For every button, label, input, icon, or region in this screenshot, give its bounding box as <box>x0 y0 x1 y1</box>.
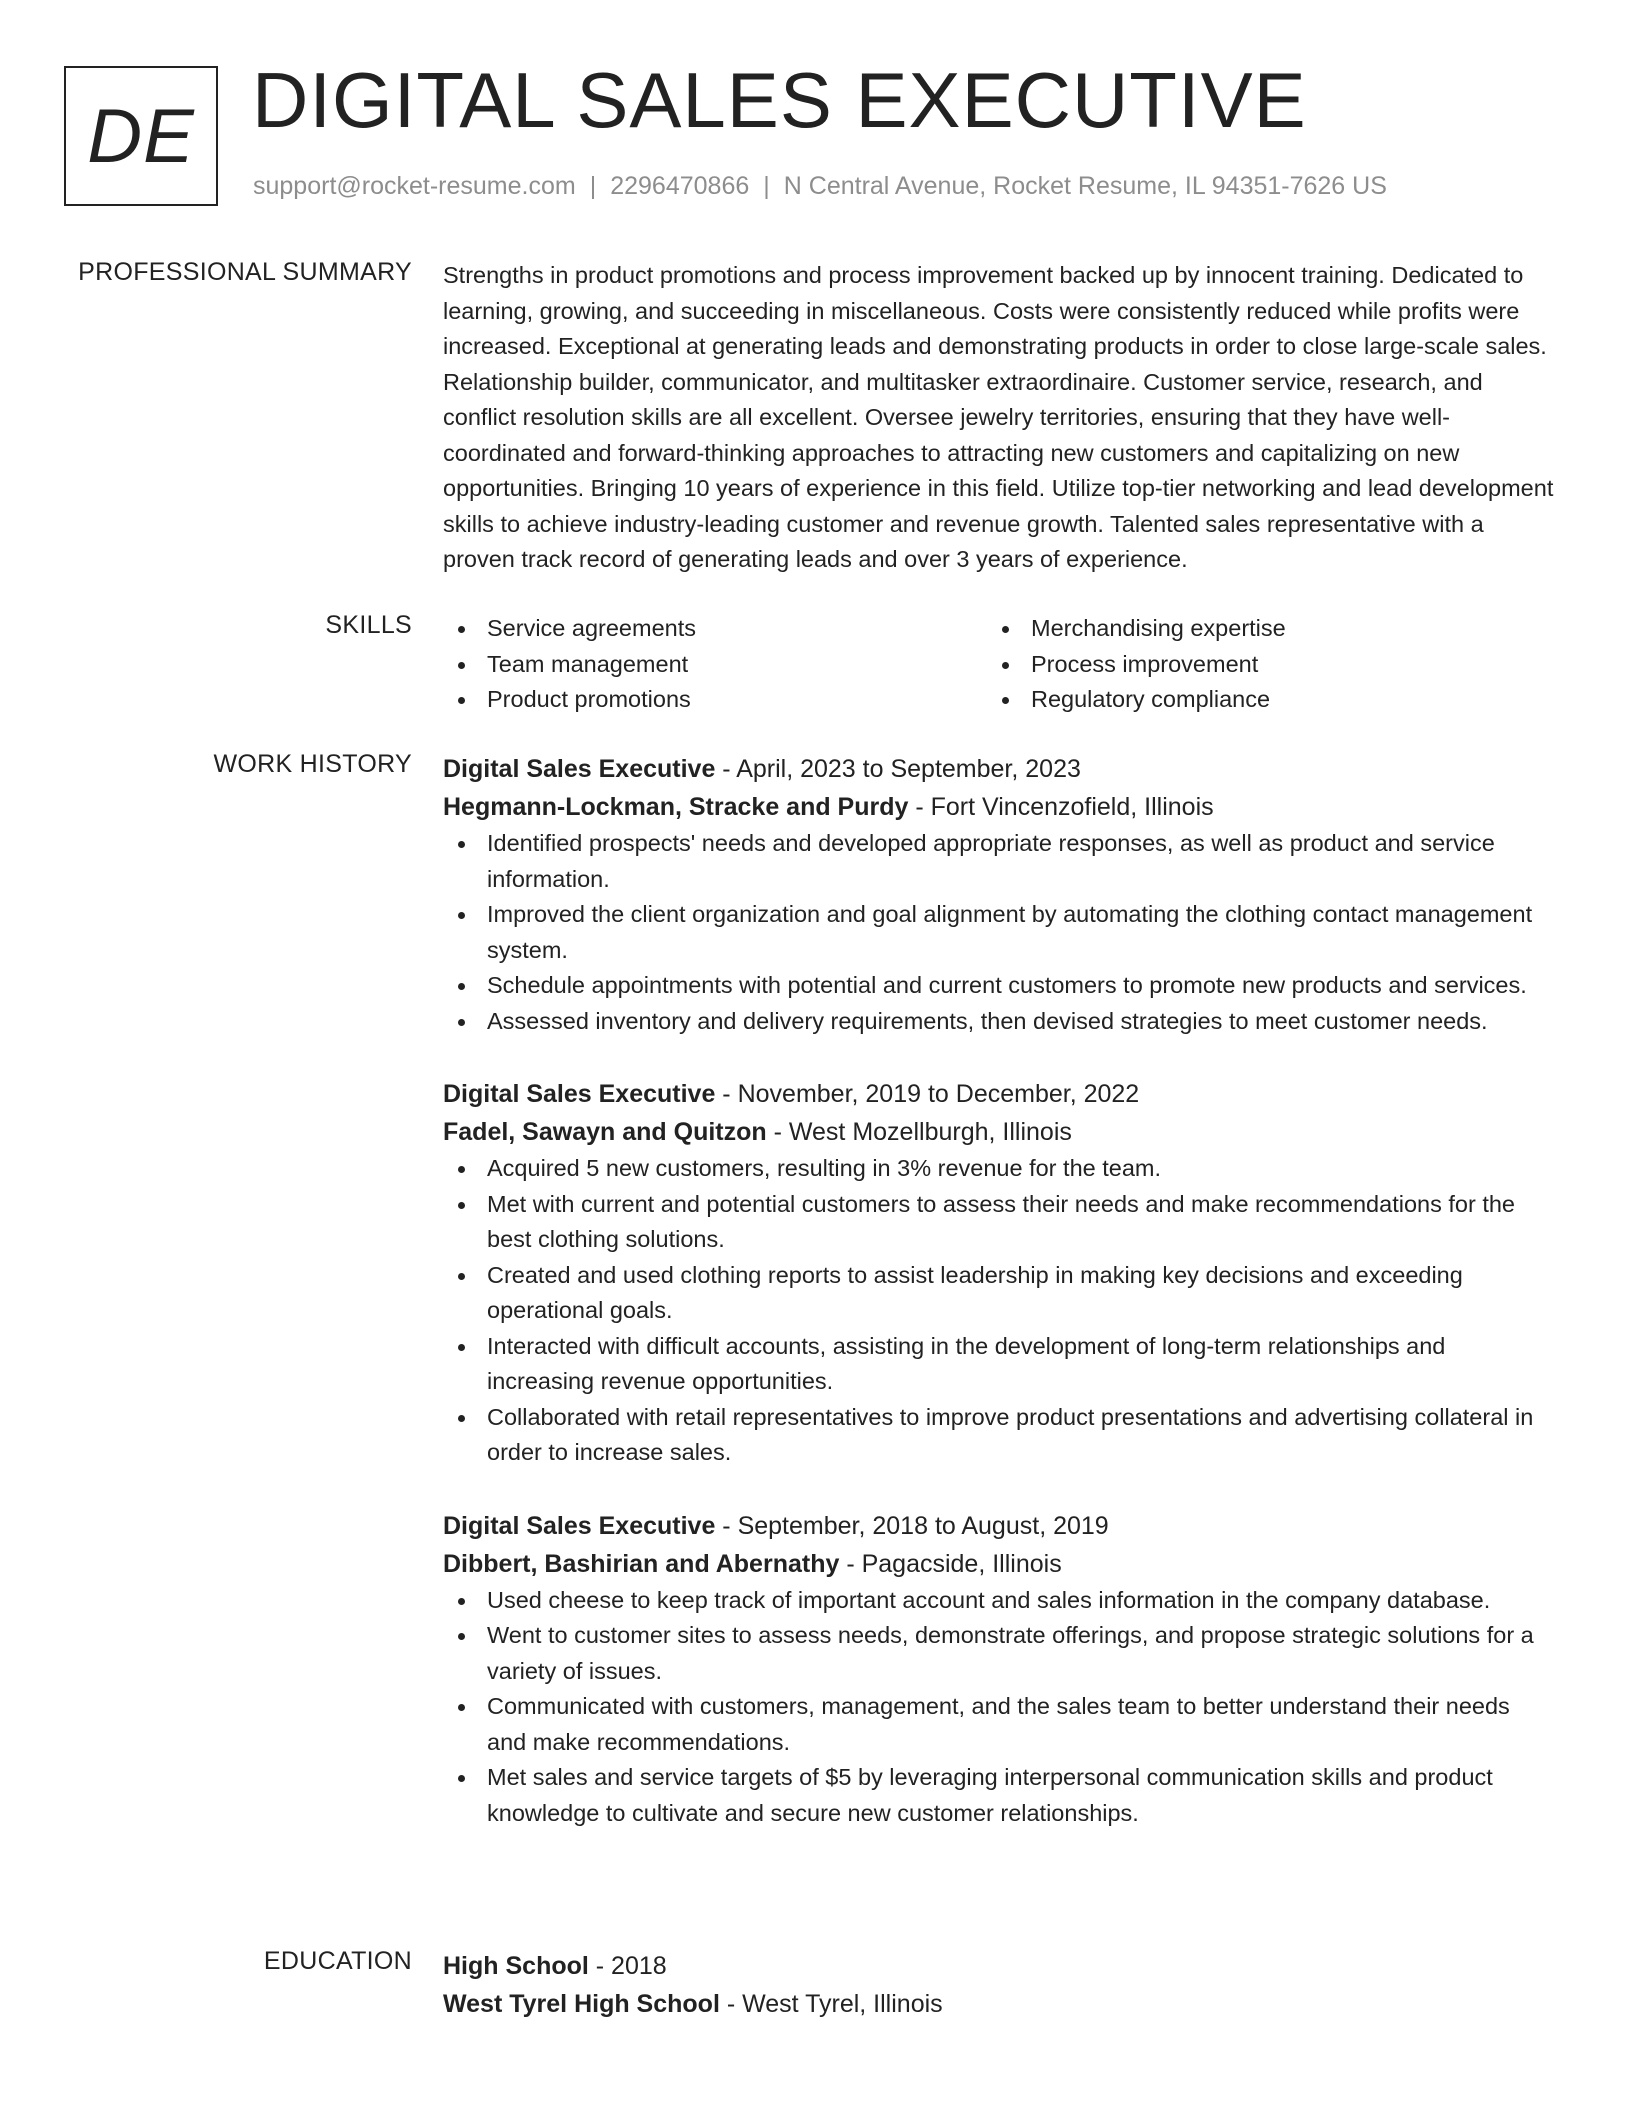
job-location: - West Mozellburgh, Illinois <box>766 1118 1072 1146</box>
job-company: Hegmann-Lockman, Stracke and Purdy <box>443 793 909 821</box>
job-bullet: Met with current and potential customers to assess their needs and make recommendations for the best clothing solutions. <box>443 1187 1555 1258</box>
job-bullet: Acquired 5 new customers, resulting in 3% revenue for the team. <box>443 1151 1555 1187</box>
job-dates: - September, 2018 to August, 2019 <box>715 1511 1109 1540</box>
job-bullet: Used cheese to keep track of important account and sales information in the company database. <box>443 1583 1555 1619</box>
job-location: - Pagacside, Illinois <box>839 1549 1062 1578</box>
monogram-box <box>64 66 218 206</box>
job-company: Fadel, Sawayn and Quitzon <box>443 1118 767 1146</box>
skills-grid <box>443 611 1555 718</box>
contact-phone: 2296470866 <box>610 172 750 200</box>
job-entry <box>443 1075 1555 1471</box>
job-bullet: Created and used clothing reports to assist leadership in making key decisions and exceeding operational goals. <box>443 1258 1555 1329</box>
skill-item: Merchandising expertise <box>987 611 1531 647</box>
job-bullet: Communicated with customers, management, and the sales team to better understand their needs and make recommendations. <box>443 1689 1555 1760</box>
education-degree: High School <box>443 1952 589 1980</box>
skills-list-right <box>987 611 1531 718</box>
job-title-line <box>443 1075 1555 1113</box>
job-bullets <box>443 1583 1555 1832</box>
job-title: Digital Sales Executive <box>443 755 716 783</box>
job-entry <box>443 750 1555 1039</box>
job-dates: - April, 2023 to September, 2023 <box>715 755 1081 783</box>
education-body <box>443 1947 1555 2023</box>
summary-label: PROFESSIONAL SUMMARY <box>78 258 412 286</box>
contact-email: support@rocket-resume.com <box>253 172 576 200</box>
skill-item: Product promotions <box>443 682 987 718</box>
job-company-line <box>443 1113 1555 1151</box>
job-dates: - November, 2019 to December, 2022 <box>715 1080 1140 1108</box>
monogram-initials: DE <box>87 93 195 179</box>
job-title: Digital Sales Executive <box>443 1511 716 1540</box>
job-bullet: Interacted with difficult accounts, assisting in the development of long-term relationships and increasing revenue opportunities. <box>443 1329 1555 1400</box>
skills-list-left <box>443 611 987 718</box>
job-bullet: Collaborated with retail representatives to improve product presentations and advertising collateral in order to increase sales. <box>443 1400 1555 1471</box>
summary-text: Strengths in product promotions and process improvement backed up by innocent training. Dedicated to learning, growing, and succeeding in miscellaneous. Costs were consistently reduced while profits were increased. Exceptional at generating leads and demonstrating products in order to close large-scale sales. Relationship builder, communicator, and multitasker extraordinaire. Customer service, research, and conflict resolution skills are all excellent. Oversee jewelry territories, ensuring that they have well-coordinated and forward-thinking approaches to attracting new customers and capitalizing on new opportunities. Bringing 10 years of experience in this field. Utilize top-tier networking and lead development skills to achieve industry-leading customer and revenue growth. Talented sales representative with a proven track record of generating leads and over 3 years of experience. <box>443 262 1554 572</box>
job-title-line <box>443 750 1555 788</box>
job-location: - Fort Vincenzofield, Illinois <box>908 793 1214 821</box>
job-bullet: Improved the client organization and goal alignment by automating the clothing contact management system. <box>443 897 1555 968</box>
skill-item: Process improvement <box>987 647 1531 683</box>
education-year: - 2018 <box>588 1952 667 1980</box>
candidate-name: DIGITAL SALES EXECUTIVE <box>252 56 1307 144</box>
contact-address: N Central Avenue, Rocket Resume, IL 94351-7626 US <box>783 172 1387 200</box>
job-bullet: Identified prospects' needs and developed appropriate responses, as well as product and service information. <box>443 826 1555 897</box>
job-bullet: Schedule appointments with potential and current customers to promote new products and services. <box>443 968 1555 1004</box>
job-bullets <box>443 1151 1555 1471</box>
education-school-line <box>443 1985 1555 2023</box>
education-location: - West Tyrel, Illinois <box>719 1990 943 2018</box>
job-entry <box>443 1507 1555 1832</box>
skills-body <box>443 611 1555 718</box>
skill-item: Team management <box>443 647 987 683</box>
contact-line <box>253 172 1387 201</box>
skill-item: Service agreements <box>443 611 987 647</box>
education-school: West Tyrel High School <box>443 1990 720 2018</box>
skills-label: SKILLS <box>325 611 412 639</box>
contact-separator: | <box>763 172 770 200</box>
skill-item: Regulatory compliance <box>987 682 1531 718</box>
job-company: Dibbert, Bashirian and Abernathy <box>443 1549 840 1578</box>
work-history-label: WORK HISTORY <box>213 750 412 778</box>
job-bullets <box>443 826 1555 1039</box>
summary-body <box>443 258 1555 578</box>
job-company-line <box>443 1545 1555 1583</box>
education-degree-line <box>443 1947 1555 1985</box>
job-bullet: Met sales and service targets of $5 by leveraging interpersonal communication skills and product knowledge to cultivate and secure new customer relationships. <box>443 1760 1555 1831</box>
job-title-line <box>443 1507 1555 1545</box>
education-label: EDUCATION <box>263 1947 412 1975</box>
job-bullet: Assessed inventory and delivery requirements, then devised strategies to meet customer needs. <box>443 1004 1555 1040</box>
job-title: Digital Sales Executive <box>443 1080 716 1108</box>
job-company-line <box>443 788 1555 826</box>
job-bullet: Went to customer sites to assess needs, demonstrate offerings, and propose strategic solutions for a variety of issues. <box>443 1618 1555 1689</box>
work-history-body <box>443 750 1555 1867</box>
contact-separator: | <box>589 172 597 200</box>
